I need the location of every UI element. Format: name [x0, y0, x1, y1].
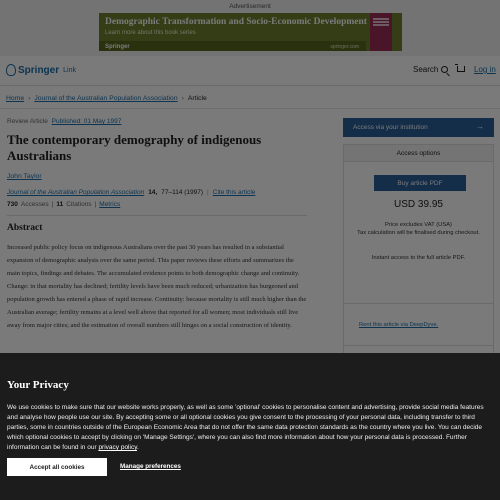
privacy-body: We use cookies to make sure that our website works properly, as well as some 'optional' cookies to personalise content and advertising, provide social media features and analyse how people use our site. By accepting some or all optional cookies you give consent to the processing of your personal data, including transfer to third parties, some in countries outside of the European Economic Area that do not offer the same data protection standards as the country where you live. You can decide which optional cookies to accept by clicking on 'Manage Settings', where you can also find more information about how your personal data is processed. Further information can be found in our	[7, 404, 484, 451]
privacy-title: Your Privacy	[7, 379, 69, 391]
privacy-policy-link[interactable]: privacy policy	[98, 444, 137, 451]
cookie-consent-banner	[0, 353, 500, 500]
privacy-text: We use cookies to make sure that our website works properly, as well as some 'optional' cookies to personalise content and advertising, provide social media features and analyse how people use our site. By accepting some or all optional cookies you give consent to the processing of your personal data, including transfer to third parties, some in countries outside of the European Economic Area that do not offer the same data protection standards as the country where you live. You can decide which optional cookies to accept by clicking on 'Manage Settings', where you can also find more information about how your personal data is processed. Further information can be found in our privacy policy.	[7, 404, 484, 451]
manage-preferences-button[interactable]: Manage preferences	[120, 463, 181, 470]
accept-cookies-button[interactable]: Accept all cookies	[7, 458, 107, 476]
